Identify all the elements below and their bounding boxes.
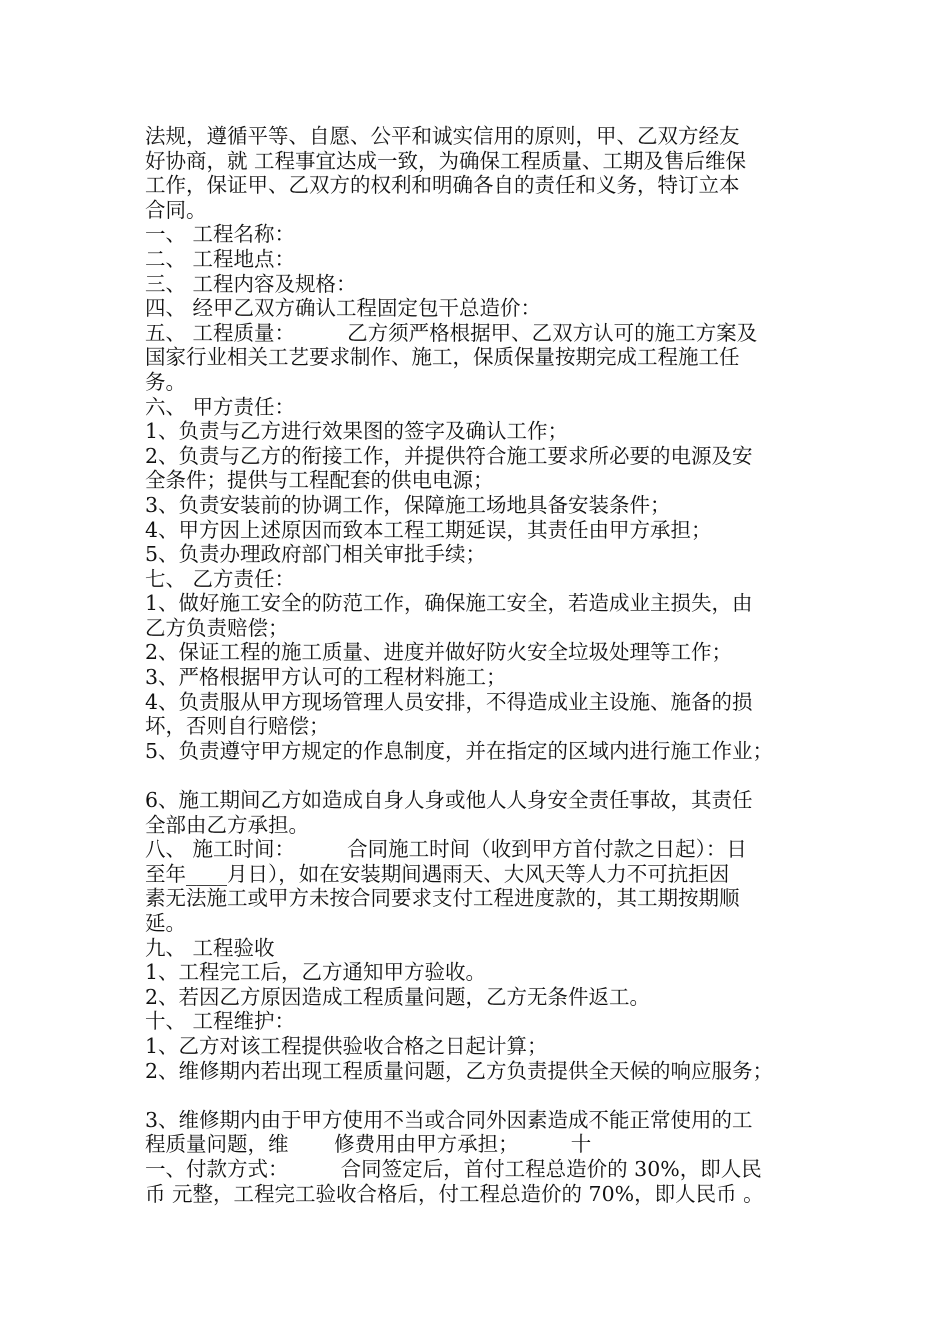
blank-line (145, 1083, 825, 1108)
list-item: 3、负责安装前的协调工作，保障施工场地具备安装条件； (145, 492, 671, 517)
list-item: 3、维修期内由于甲方使用不当或合同外因素造成不能正常使用的工 (145, 1107, 753, 1132)
section-heading-6: 六、 甲方责任： (145, 394, 296, 419)
list-item: 4、负责服从甲方现场管理人员安排，不得造成业主设施、施备的损 (145, 689, 753, 714)
list-item: 2、保证工程的施工质量、进度并做好防火安全垃圾处理等工作； (145, 640, 733, 665)
text-line: 法规，遵循平等、自愿、公平和诚实信用的原则，甲、乙双方经友 (145, 124, 740, 148)
section-heading-7: 七、 乙方责任： (145, 566, 296, 591)
section-heading-4: 四、 经甲乙双方确认工程固定包干总造价： (145, 296, 542, 321)
text-line: 国家行业相关工艺要求制作、施工，保质保量按期完成工程施工任 (145, 345, 740, 370)
section-heading-5: 五、 工程质量： 乙方须严格根据甲、乙双方认可的施工方案及 (145, 320, 758, 345)
text-line: 程质量问题，维 修费用由甲方承担； 十 (145, 1132, 592, 1157)
list-item: 5、负责办理政府部门相关审批手续； (145, 542, 487, 567)
list-item: 2、若因乙方原因造成工程质量问题，乙方无条件返工。 (145, 984, 651, 1009)
list-item: 6、施工期间乙方如造成自身人身或他人人身安全责任事故，其责任 (145, 788, 753, 813)
list-item: 1、乙方对该工程提供验收合格之日起计算； (145, 1033, 548, 1058)
list-item: 1、工程完工后，乙方通知甲方验收。 (145, 960, 487, 985)
list-item: 1、做好施工安全的防范工作，确保施工安全，若造成业主损失，由 (145, 591, 753, 616)
text-line: 全部由乙方承担。 (145, 812, 309, 837)
text-line: 全条件；提供与工程配套的供电电源； (145, 468, 494, 493)
text-line: 延。 (145, 911, 186, 935)
text-line: 好协商，就 工程事宜达成一致，为确保工程质量、工期及售后维保 (145, 148, 747, 173)
list-item: 5、负责遵守甲方规定的作息制度，并在指定的区域内进行施工作业； (145, 738, 774, 763)
section-heading-8: 八、 施工时间： 合同施工时间（收到甲方首付款之日起）：日 (145, 837, 747, 862)
document-body (145, 124, 825, 1206)
section-heading-2: 二、 工程地点： (145, 246, 296, 271)
text-line: 坏，否则自行赔偿； (145, 714, 330, 739)
section-heading-3: 三、 工程内容及规格： (145, 271, 357, 296)
list-item: 2、维修期内若出现工程质量问题，乙方负责提供全天候的响应服务； (145, 1058, 774, 1083)
blank-line (145, 763, 825, 788)
section-heading-1: 一、 工程名称： (145, 222, 296, 247)
list-item: 4、甲方因上述原因而致本工程工期延误，其责任由甲方承担； (145, 517, 712, 542)
text-line: 至年____月日），如在安装期间遇雨天、大风天等人力不可抗拒因 (145, 861, 730, 886)
text-line: 工作，保证甲、乙双方的权利和明确各自的责任和义务，特订立本 (145, 173, 740, 198)
section-heading-11: 一、付款方式： 合同签定后，首付工程总造价的 30%，即人民 (145, 1156, 762, 1181)
text-line: 务。 (145, 369, 186, 394)
section-heading-10: 十、 工程维护： (145, 1009, 296, 1034)
text-line: 素无法施工或甲方未按合同要求支付工程进度款的，其工期按期顺 (145, 886, 740, 911)
section-heading-9: 九、 工程验收 (145, 935, 275, 960)
list-item: 2、负责与乙方的衔接工作，并提供符合施工要求所必要的电源及安 (145, 443, 753, 468)
list-item: 3、严格根据甲方认可的工程材料施工； (145, 665, 507, 690)
text-line: 合同。 (145, 197, 207, 222)
text-line: 币 元整，工程完工验收合格后，付工程总造价的 70%，即人民币 。 (145, 1181, 764, 1206)
list-item: 1、负责与乙方进行效果图的签字及确认工作； (145, 419, 569, 444)
text-line: 乙方负责赔偿； (145, 615, 289, 640)
